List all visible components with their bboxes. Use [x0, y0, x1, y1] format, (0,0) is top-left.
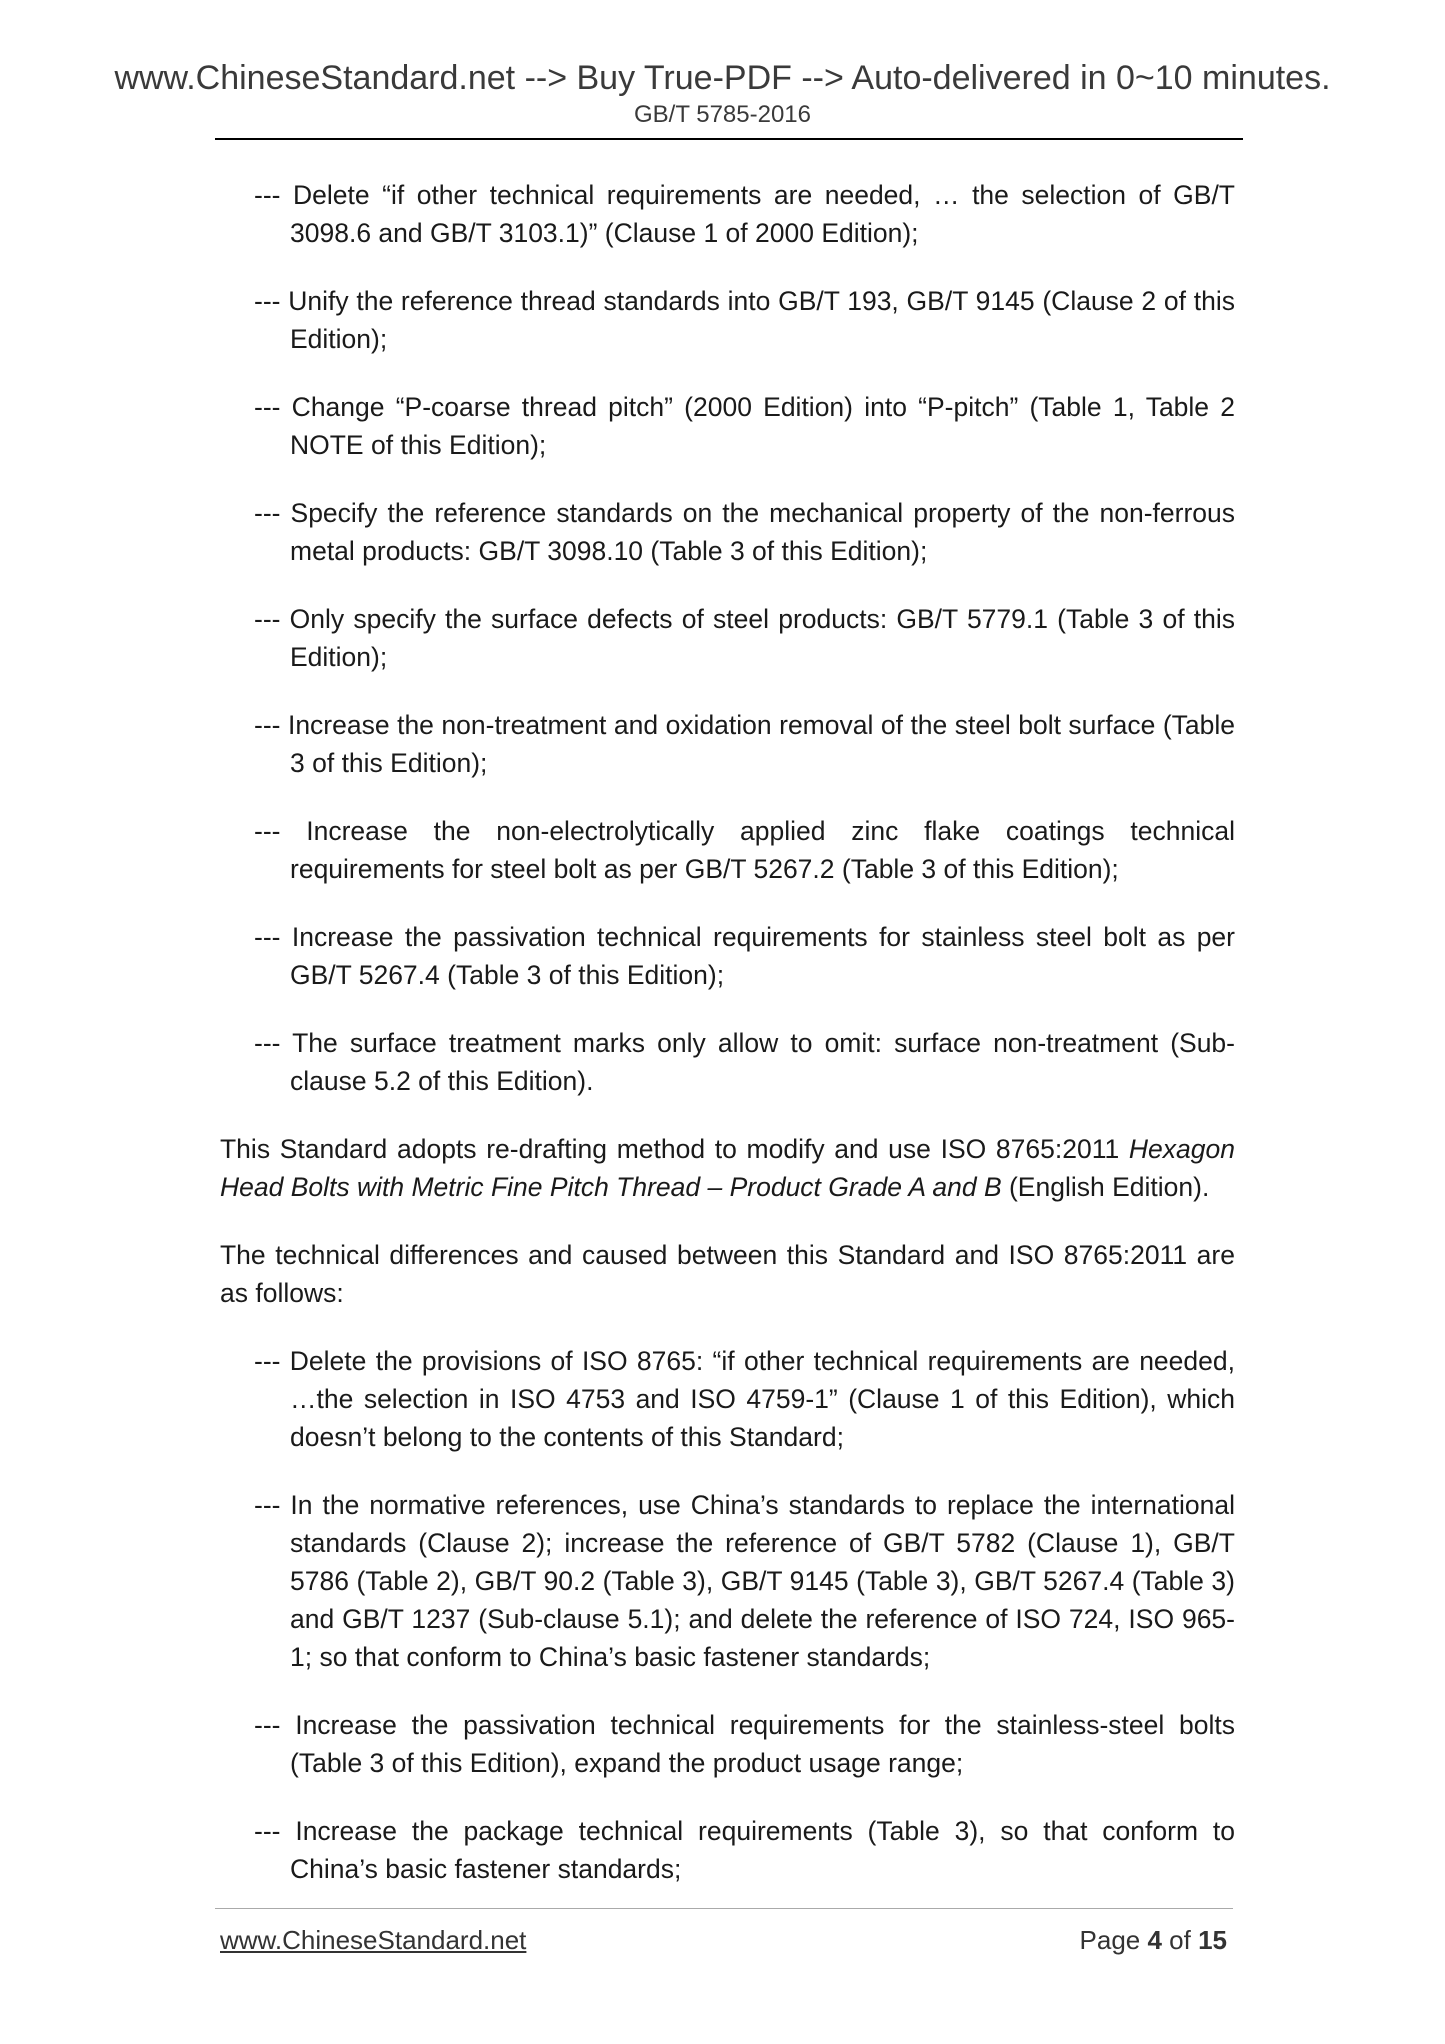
document-body	[220, 176, 1235, 1918]
list-item: --- The surface treatment marks only allow to omit: surface non-treatment (Sub-clause 5.2 of this Edition).	[254, 1028, 1235, 1096]
list-item: --- Only specify the surface defects of steel products: GB/T 5779.1 (Table 3 of this Edition);	[254, 604, 1235, 672]
adoption-tail: (English Edition).	[1001, 1172, 1210, 1202]
adoption-lead: This Standard adopts re-drafting method to modify and use ISO 8765:2011	[220, 1134, 1129, 1164]
list-item: --- Increase the non-electrolytically applied zinc flake coatings technical requirements for steel bolt as per GB/T 5267.2 (Table 3 of this Edition);	[254, 816, 1235, 884]
header-divider	[215, 138, 1243, 140]
footer-divider	[215, 1908, 1233, 1909]
list-item: --- Increase the passivation technical requirements for stainless steel bolt as per GB/T 5267.4 (Table 3 of this Edition);	[254, 922, 1235, 990]
list-item: --- Increase the passivation technical requirements for the stainless-steel bolts (Table 3 of this Edition), expand the product usage range;	[254, 1710, 1235, 1778]
footer-site-link[interactable]: www.ChineseStandard.net	[220, 1925, 527, 1955]
list-item: --- Increase the package technical requirements (Table 3), so that conform to China’s basic fastener standards;	[254, 1816, 1235, 1884]
differences-intro: The technical differences and caused between this Standard and ISO 8765:2011 are as follows:	[220, 1240, 1235, 1308]
list-item: --- Unify the reference thread standards into GB/T 193, GB/T 9145 (Clause 2 of this Edition);	[254, 286, 1235, 354]
adoption-paragraph	[220, 1130, 1235, 1206]
iso-title: Hexagon Head Bolts with Metric Fine Pitch Thread – Product Grade A and B	[220, 1134, 1235, 1202]
list-item: --- Delete the provisions of ISO 8765: “if other technical requirements are needed, …the selection in ISO 4753 and ISO 4759-1” (Clause 1 of this Edition), which doesn’t belong to the contents of this Standard;	[254, 1346, 1235, 1452]
list-item: --- Change “P-coarse thread pitch” (2000 Edition) into “P-pitch” (Table 1, Table 2 NOTE of this Edition);	[254, 392, 1235, 460]
page-number	[1080, 1925, 1227, 1956]
page-prefix: Page	[1079, 1925, 1148, 1955]
list-item: --- In the normative references, use China’s standards to replace the international standards (Clause 2); increase the reference of GB/T 5782 (Clause 1), GB/T 5786 (Table 2), GB/T 90.2 (Table 3), GB/T 9145 (Table 3), GB/T 5267.4 (Table 3) and GB/T 1237 (Sub-clause 5.1); and delete the reference of ISO 724, ISO 965-1; so that conform to China’s basic fastener standards;	[254, 1490, 1235, 1672]
standard-number: GB/T 5785-2016	[633, 101, 811, 128]
page-of: of	[1161, 1925, 1199, 1955]
page-header	[0, 56, 1445, 130]
list-item: --- Specify the reference standards on the mechanical property of the non-ferrous metal products: GB/T 3098.10 (Table 3 of this Edition);	[254, 498, 1235, 566]
page-current: 4	[1147, 1925, 1162, 1955]
header-banner[interactable]: www.ChineseStandard.net --> Buy True-PDF --> Auto-delivered in 0~10 minutes.	[114, 59, 1331, 97]
page-total: 15	[1198, 1925, 1227, 1955]
list-item: --- Delete “if other technical requirements are needed, … the selection of GB/T 3098.6 and GB/T 3103.1)” (Clause 1 of 2000 Edition);	[254, 180, 1235, 248]
list-item: --- Increase the non-treatment and oxidation removal of the steel bolt surface (Table 3 of this Edition);	[254, 710, 1235, 778]
